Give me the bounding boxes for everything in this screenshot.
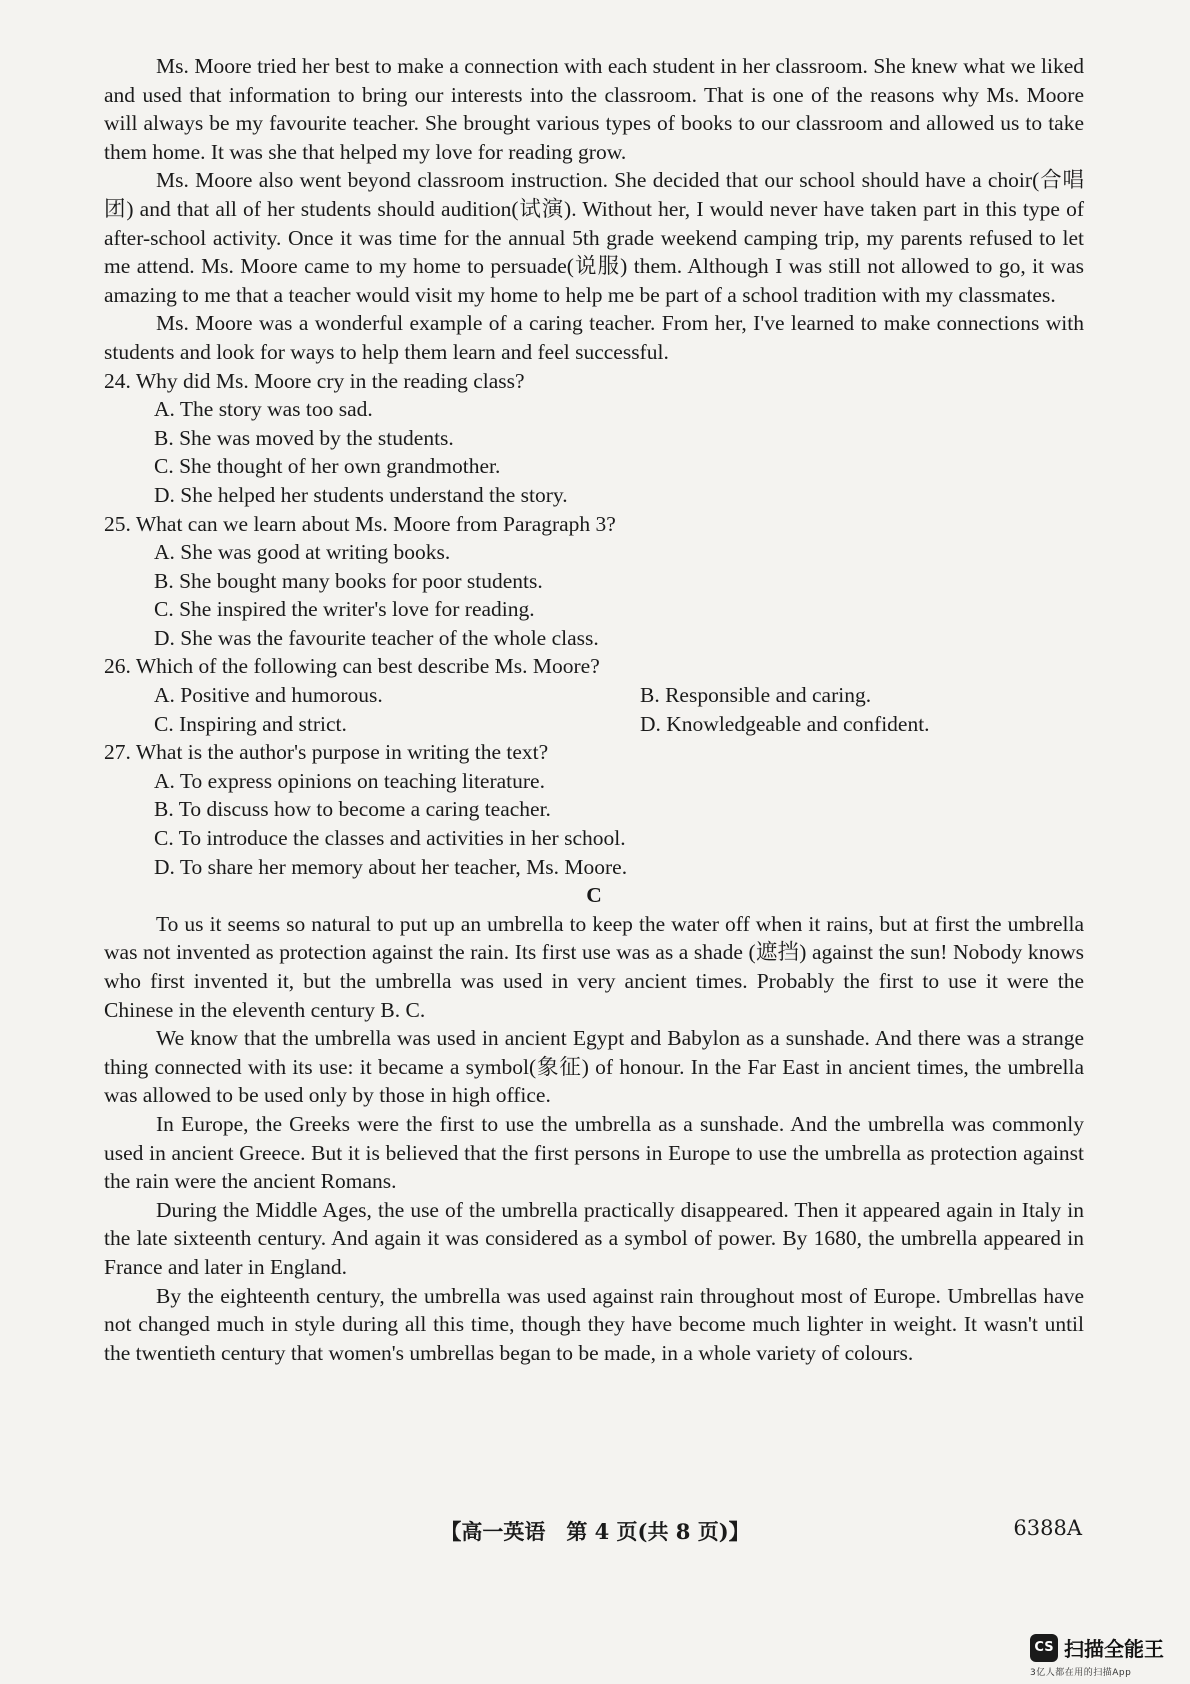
option-d: D. To share her memory about her teacher, Ms. Moore. [154, 854, 628, 879]
watermark-app-name: 扫描全能王 [1064, 1637, 1164, 1661]
option-b: B. To discuss how to become a caring teacher. [154, 797, 551, 822]
camscanner-logo-icon: CS [1030, 1634, 1058, 1662]
question-stem: 26. Which of the following can best describe Ms. Moore? [104, 654, 600, 679]
passage-paragraph: To us it seems so natural to put up an umbrella to keep the water off when it rains, but at first the umbrella was not invented as protection against the rain. Its first use was as a shade (遮挡) against the sun! Nobody knows who first invented it, but the umbrella was used in very ancient times. Probably the first to use it were the Chinese in the eleventh century B. C. [104, 911, 1084, 1022]
option-b: B. Responsible and caring. [640, 683, 872, 708]
option-a: A. The story was too sad. [154, 397, 373, 422]
question-stem: 24. Why did Ms. Moore cry in the reading class? [104, 368, 525, 393]
question-stem: 25. What can we learn about Ms. Moore from Paragraph 3? [104, 511, 616, 536]
exam-code: 6388A [1013, 1516, 1082, 1540]
question-25 [104, 510, 1084, 653]
passage-paragraph: In Europe, the Greeks were the first to use the umbrella as a sunshade. And the umbrella was commonly used in ancient Greece. But it is believed that the first persons in Europe to use the umbrella as protection against the rain were the ancient Romans. [104, 1111, 1084, 1194]
question-stem: 27. What is the author's purpose in writing the text? [104, 740, 549, 765]
question-24 [104, 367, 1084, 510]
section-title: C [586, 883, 602, 908]
option-row [154, 710, 1084, 739]
passage-paragraph: Ms. Moore was a wonderful example of a caring teacher. From her, I've learned to make connections with students and look for ways to help them learn and feel successful. [104, 311, 1084, 364]
option-b: B. She was moved by the students. [154, 425, 454, 450]
option-d: D. She helped her students understand the story. [154, 482, 568, 507]
passage-paragraph: We know that the umbrella was used in ancient Egypt and Babylon as a sunshade. And there was a strange thing connected with its use: it became a symbol(象征) of honour. In the Far East in ancient times, the umbrella was allowed to be used only by those in high office. [104, 1026, 1084, 1108]
passage-paragraph: By the eighteenth century, the umbrella was used against rain throughout most of Europe. Umbrellas have not changed much in style during all this time, though they have become much lighter in weight. It wasn't until the twentieth century that women's umbrellas began to be made, in a whole variety of colours. [104, 1283, 1084, 1365]
passage-paragraph: Ms. Moore tried her best to make a connection with each student in her classroom. She knew what we liked and used that information to bring our interests into the classroom. That is one of the reasons why Ms. Moore will always be my favourite teacher. She brought various types of books to our classroom and allowed us to take them home. It was she that helped my love for reading grow. [104, 54, 1084, 164]
passage-paragraph: Ms. Moore also went beyond classroom instruction. She decided that our school should have a choir(合唱团) and that all of her students should audition(试演). Without her, I would never have taken part in this type of after-school activity. Once it was time for the annual 5th grade weekend camping trip, my parents refused to let me attend. Ms. Moore came to my home to persuade(说服) them. Although I was still not allowed to go, it was amazing to me that a teacher would visit my home to help me be part of a school tradition with my classmates. [104, 168, 1084, 307]
option-a: A. To express opinions on teaching literature. [154, 768, 545, 793]
watermark-tagline: 3亿人都在用的扫描App [1030, 1668, 1132, 1678]
option-b: B. She bought many books for poor students. [154, 568, 543, 593]
exam-page [104, 52, 1084, 1367]
option-d: D. Knowledgeable and confident. [640, 711, 930, 736]
passage-paragraph: During the Middle Ages, the use of the umbrella practically disappeared. Then it appeared again in Italy in the late sixteenth century. And again it was considered as a symbol of power. By 1680, the umbrella appeared in France and later in England. [104, 1197, 1084, 1279]
option-row [154, 681, 1084, 710]
option-a: A. She was good at writing books. [154, 540, 451, 565]
question-27 [104, 738, 1084, 881]
option-c: C. To introduce the classes and activities in her school. [154, 826, 626, 851]
question-26 [104, 652, 1084, 738]
scanner-watermark [1030, 1633, 1180, 1678]
option-c: C. She thought of her own grandmother. [154, 454, 501, 479]
option-a: A. Positive and humorous. [154, 683, 383, 708]
option-c: C. Inspiring and strict. [154, 711, 347, 736]
option-c: C. She inspired the writer's love for reading. [154, 597, 535, 622]
option-d: D. She was the favourite teacher of the whole class. [154, 625, 599, 650]
page-number-label: 【高一英语 第 4 页(共 8 页)】 [440, 1519, 750, 1544]
